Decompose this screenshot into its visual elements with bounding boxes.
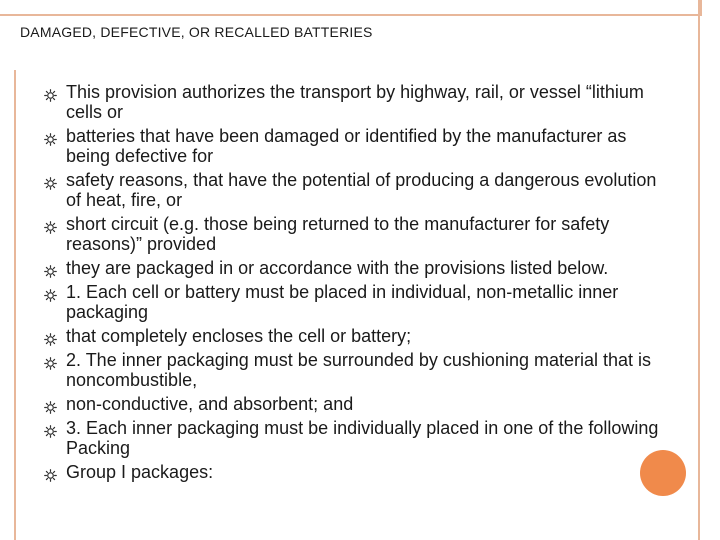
bullet-text: that completely encloses the cell or battery; <box>66 326 412 346</box>
bullet-text: non-conductive, and absorbent; and <box>66 394 354 414</box>
sun-bullet-icon <box>44 130 57 143</box>
sun-bullet-icon <box>44 398 57 411</box>
decorative-frame-top <box>0 0 702 16</box>
decorative-frame-right <box>698 0 700 540</box>
bullet-item <box>44 170 674 210</box>
bullet-text: 1. Each cell or battery must be placed in individual, non-metallic inner packaging <box>66 282 619 322</box>
bullet-item <box>44 82 674 122</box>
bullet-text: 2. The inner packaging must be surrounded by cushioning material that is noncombustible, <box>66 350 652 390</box>
sun-bullet-icon <box>44 330 57 343</box>
bullet-item <box>44 126 674 166</box>
sun-bullet-icon <box>44 354 57 367</box>
bullet-item <box>44 282 674 322</box>
bullet-text: they are packaged in or accordance with the provisions listed below. <box>66 258 609 278</box>
sun-bullet-icon <box>44 286 57 299</box>
bullet-list <box>44 82 674 486</box>
bullet-text: Group I packages: <box>66 462 214 482</box>
sun-bullet-icon <box>44 262 57 275</box>
bullet-text: safety reasons, that have the potential of producing a dangerous evolution of heat, fire, or <box>66 170 657 210</box>
bullet-text: batteries that have been damaged or identified by the manufacturer as being defective for <box>66 126 627 166</box>
decorative-circle <box>640 450 686 496</box>
bullet-item <box>44 462 674 482</box>
bullet-item <box>44 214 674 254</box>
sun-bullet-icon <box>44 422 57 435</box>
bullet-item <box>44 394 674 414</box>
sun-bullet-icon <box>44 218 57 231</box>
sun-bullet-icon <box>44 466 57 479</box>
bullet-item <box>44 350 674 390</box>
bullet-item <box>44 258 674 278</box>
bullet-text: short circuit (e.g. those being returned to the manufacturer for safety reasons)” provided <box>66 214 610 254</box>
bullet-text: 3. Each inner packaging must be individually placed in one of the following Packing <box>66 418 659 458</box>
bullet-item <box>44 326 674 346</box>
bullet-text: This provision authorizes the transport by highway, rail, or vessel “lithium cells or <box>66 82 644 122</box>
slide-title: DAMAGED, DEFECTIVE, OR RECALLED BATTERIES <box>20 24 373 40</box>
bullet-item <box>44 418 674 458</box>
sun-bullet-icon <box>44 86 57 99</box>
sun-bullet-icon <box>44 174 57 187</box>
